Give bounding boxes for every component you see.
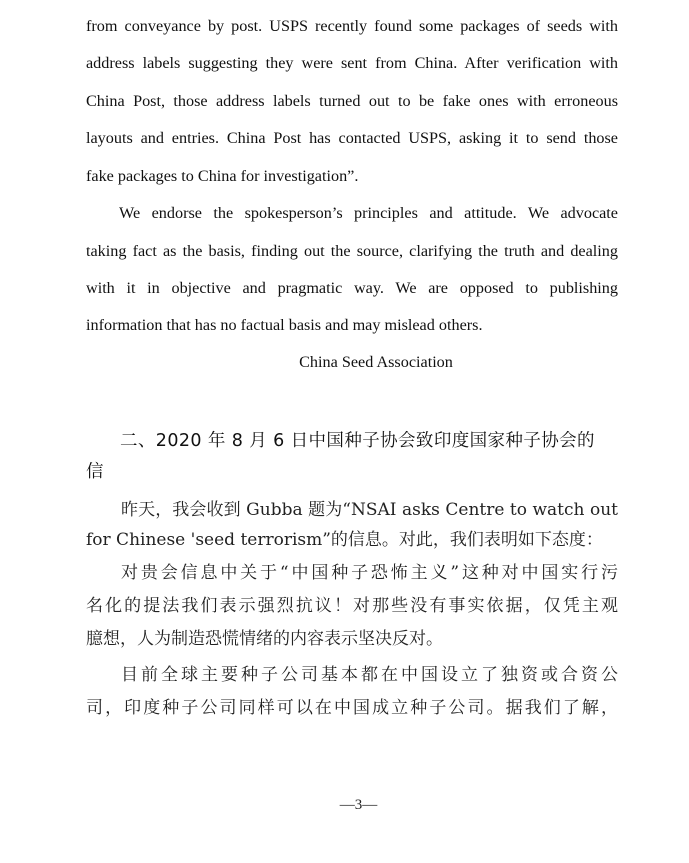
text-line: China Post, those address labels turned out to be fake ones with erroneous	[86, 92, 618, 110]
text-line: 司，印度种子公司同样可以在中国成立种子公司。据我们了解，	[86, 698, 618, 718]
page-number: —3—	[339, 797, 378, 813]
text-line: 昨天，我会收到 Gubba 题为“NSAI asks Centre to watch out	[121, 500, 618, 520]
text-line: with it in objective and pragmatic way. We are opposed to publishing	[86, 279, 618, 297]
text-line: We endorse the spokesperson’s principles and attitude. We advocate	[119, 204, 618, 222]
section-heading-continuation: 信	[86, 462, 104, 482]
signature: China Seed Association	[299, 353, 453, 371]
text-line: layouts and entries. China Post has contacted USPS, asking it to send those	[86, 129, 618, 147]
text-line: address labels suggesting they were sent from China. After verification with	[86, 54, 618, 72]
text-line: 臆想，人为制造恐慌情绪的内容表示坚决反对。	[86, 629, 443, 649]
text-line: for Chinese 'seed terrorism”的信息。对此，我们表明如下态度：	[86, 530, 603, 550]
text-line: taking fact as the basis, finding out the source, clarifying the truth and dealing	[86, 242, 618, 260]
text-line: fake packages to China for investigation”.	[86, 167, 359, 185]
text-line: information that has no factual basis and may mislead others.	[86, 316, 483, 334]
text-line: from conveyance by post. USPS recently found some packages of seeds with	[86, 17, 618, 35]
section-heading: 二、2020 年 8 月 6 日中国种子协会致印度国家种子协会的	[120, 431, 595, 451]
text-line: 对贵会信息中关于“中国种子恐怖主义”这种对中国实行污	[121, 563, 618, 583]
text-line: 名化的提法我们表示强烈抗议！对那些没有事实依据，仅凭主观	[86, 596, 618, 616]
text-line: 目前全球主要种子公司基本都在中国设立了独资或合资公	[121, 665, 618, 685]
